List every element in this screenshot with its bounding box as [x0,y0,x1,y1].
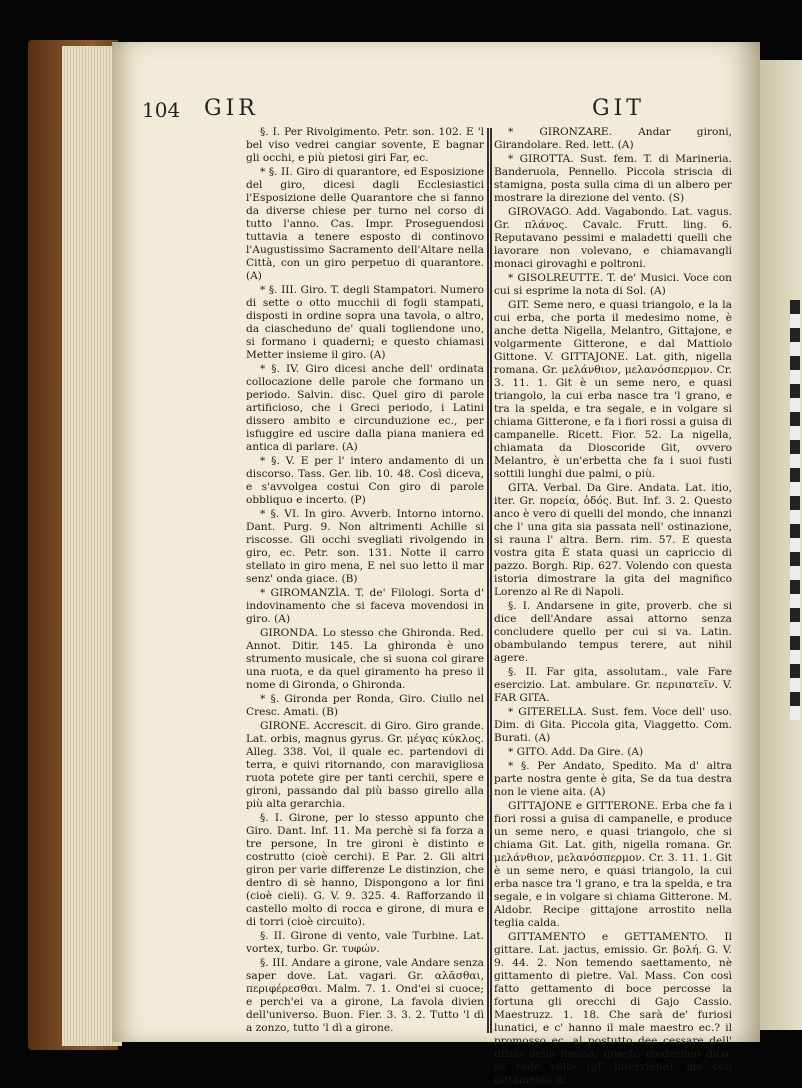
entry: §. II. Far gita, assolutam., vale Fare esercizio. Lat. ambulare. Gr. περιπατεῖν. V. FAR GITA. [494,666,732,704]
entry: * §. IV. Giro dicesi anche dell' ordinata collocazione delle parole che formano un periodo. Salvin. disc. Quel giro di parole artificioso, che i Greci periodo, i Latini dissero ambito e circunduzione ec., per isfuggire ed uscire dalla piana maniera ed antica di parlare. (A) [246,363,484,453]
entry: * §. II. Giro di quarantore, ed Esposizione del giro, dicesi dagli Ecclesiastici l'Esposizione delle Quarantore che si fanno da diverse chiese per turno nel corso di tutto l'anno. Cas. Impr. Proseguendosi tuttavia a tenere esposto di continovo l'Augustissimo Sacramento dell'Altare nella Città, con un giro perpetuo di quarantore. (A) [246,166,484,282]
entry: §. I. Per Rivolgimento. Petr. son. 102. E 'l bel viso vedrei cangiar sovente, E bagnar gli occhi, e più pietosi giri Far, ec. [246,126,484,164]
entry: GITTAMENTO e GETTAMENTO. Il gittare. Lat. jactus, emissio. Gr. βολή. G. V. 9. 44. 2. Non temendo saettamento, nè gittamento di pietre. Val. Mass. Con così fatto gettamento di boce percosse la fortuna gli orecchi di Gajo Cassio. Maestruzz. 1. 18. Che sarà de' furiosi lunatici, e c' hanno il male maestro ec.? il promosso ec. al postutto dee cessare dell' ufizio della messa; questo medesimo dico, se rade volte (gl' interviene), ma con gittamento di [494,931,732,1086]
entry: §. I. Girone, per lo stesso appunto che Giro. Dant. Inf. 11. Ma perchè si fa forza a tre persone, In tre gironi è distinto e costrutto (cioè cerchi). E Par. 2. Gli altri giron per varie differenze Le distinzion, che dentro di sè hanno, Dispongono a lor fini (cioè cieli). G. V. 9. 325. 4. Rafforzando il castello molto di rocca e girone, di mura e di torri (cioè circuito). [246,812,484,928]
entry: §. I. Andarsene in gite, proverb. che si dice dell'Andare assai attorno senza concludere quello per cui si va. Latin. obambulando tempus terere, aut nihil agere. [494,600,732,664]
entry: * §. III. Giro. T. degli Stampatori. Numero di sette o otto mucchii di fogli stampati, disposti in ordine sopra una tavola, o altro, da ciascheduno de' quali togliendone uno, si formano i quaderni; e questo chiamasi Metter insieme il giro. (A) [246,284,484,361]
entry: GIRONDA. Lo stesso che Ghironda. Red. Annot. Ditir. 145. La ghironda è uno strumento musicale, che si suona col girare una ruota, e da quel giramento ha preso il nome di Gironda, o Ghironda. [246,627,484,691]
entry: * GISOLREUTTE. T. de' Musici. Voce con cui si esprime la nota di Sol. (A) [494,272,732,297]
entry: GITTAJONE e GITTERONE. Erba che fa i fiori rossi a guisa di campanelle, e produce un seme nero, e quasi triangolo, che si chiama Git. Lat. gith, nigella romana. Gr. μελάνθιον, μελανόσπερμον. Cr. 3. 11. 1. Git è un seme nero, e quasi triangolo, la cui erba nasce tra 'l grano, e tra la spelda, e tra segale, e in volgare si chiama Gitterone. M. Aldobr. Recipe gittajone arrostito nella teglia calda. [494,800,732,929]
scale-ruler [790,300,800,720]
entry: * §. VI. In giro. Avverb. Intorno intorno. Dant. Purg. 9. Non altrimenti Achille si riscosse. Gli occhi svegliati rivolgendo in giro, ec. Petr. son. 131. Notte il carro stellato in giro mena, E nel suo letto il mar senz' onda giace. (B) [246,508,484,585]
entry: * GIROMANZÌA. T. de' Filologi. Sorta d' indovinamento che si faceva movendosi in giro. (A) [246,587,484,625]
right-column [494,126,732,1088]
entry: * GIROTTA. Sust. fem. T. di Marineria. Banderuola, Pennello. Piccola striscia di stamigna, posta sulla cima di un albero per mostrare la direzione del vento. (S) [494,153,732,204]
column-divider [487,128,489,1033]
entry: * §. Per Andato, Spedito. Ma d' altra parte nostra gente è gita, Se da tua destra non le viene aita. (A) [494,760,732,798]
entry: §. III. Andare a girone, vale Andare senza saper dove. Lat. vagari. Gr. αλᾶσθαι, περιφέρεσθαι. Malm. 7. 1. Ond'ei si cuoce; e perch'ei va a girone, La favola divien dell'universo. Buon. Fier. 3. 3. 2. Tutto 'l dì a zonzo, tutto 'l dì a girone. [246,957,484,1034]
page-number: 104 [142,98,181,122]
entry: * GIRONZARE. Andar gironi, Girandolare. Red. lett. (A) [494,126,732,151]
left-column [246,126,484,1036]
entry: * GITERELLA. Sust. fem. Voce dell' uso. Dim. di Gita. Piccola gita, Viaggetto. Com. Burati. (A) [494,706,732,744]
entry: GIT. Seme nero, e quasi triangolo, e la la cui erba, che porta il medesimo nome, è anche detta Nigella, Melantro, Gittajone, e volgarmente Gitterone, e dal Mattiolo Gittone. V. GITTAJONE. Lat. gith, nigella romana. Gr. μελάνθιον, μελανόσπερμον. Cr. 3. 11. 1. Git è un seme nero, e quasi triangolo, la cui erba nasce tra 'l grano, e tra la spelda, e tra segale, e in volgare si chiama Gitterone, e fa i fiori rossi a guisa di campanelle. Ricett. Fior. 52. La nigella, chiamata da Dioscoride Git, ovvero Melantro, è un'erbetta che fa i suoi fusti sottili lunghi due palmi, o più. [494,299,732,480]
page-header [142,98,732,128]
running-head-right: GIT [592,96,645,121]
running-head-left: GIR [204,96,259,121]
entry: GITA. Verbal. Da Gire. Andata. Lat. itio, iter. Gr. πορεία, ὁδός. But. Inf. 3. 2. Questo anco è vero di quelli del mondo, che innanzi che l' una gita sia passata nell' ostinazione, si rauna l' altra. Bern. rim. 57. E questa vostra gita È stata quasi un capriccio di pazzo. Borgh. Rip. 627. Volendo con questa istoria dimostrare la gita del magnifico Lorenzo al Re di Napoli. [494,482,732,598]
entry: GIRONE. Accrescit. di Giro. Giro grande. Lat. orbis, magnus gyrus. Gr. μέγας κύκλος. Alleg. 338. Voi, il quale ec. partendovi di terra, e quivi ritornando, con maravigliosa ruota potete gire per tanti cerchii, spere e gironi, passando dal più basso girello alla più alta gerarchia. [246,720,484,810]
entry: * §. Gironda per Ronda, Giro. Ciullo nel Cresc. Amati. (B) [246,693,484,718]
entry: * §. V. E per l' intero andamento di un discorso. Tass. Ger. lib. 10. 48. Così diceva, e s'avvolgea costui Con giro di parole obbliquo e incerto. (P) [246,455,484,506]
entry: * GITO. Add. Da Gire. (A) [508,746,644,758]
entry: GIROVAGO. Add. Vagabondo. Lat. vagus. Gr. πλάνος. Cavalc. Frutt. ling. 6. Reputavano pessimi e maladetti quelli che lavorare non volevano, e chiamavangli monaci girovaghi e poltroni. [494,206,732,270]
entry: §. II. Girone di vento, vale Turbine. Lat. vortex, turbo. Gr. τυφών. [246,930,484,955]
